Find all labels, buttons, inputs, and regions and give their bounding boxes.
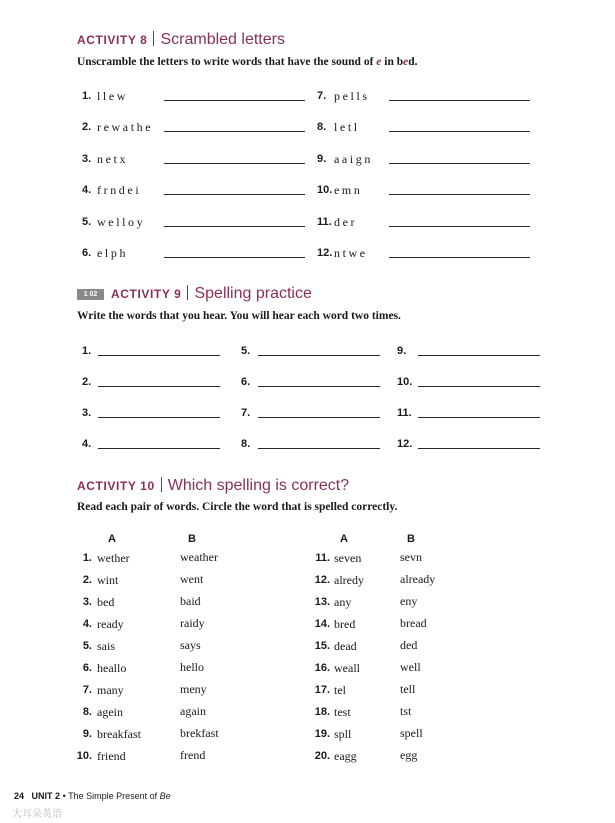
answer-line[interactable] (164, 194, 305, 195)
column-b-header: B (407, 533, 415, 545)
audio-track-badge: 1 02 (77, 289, 104, 300)
item-number: 1. (82, 90, 92, 102)
item-number: 11. (317, 216, 332, 228)
item-number: 4. (82, 184, 92, 196)
answer-line[interactable] (389, 100, 530, 101)
unit-label: UNIT 2 (31, 791, 61, 801)
pair-number: 7. (82, 684, 92, 696)
spelling-option-b[interactable]: raidy (180, 616, 205, 630)
scrambled-word: rewathe (97, 120, 154, 134)
spelling-option-a[interactable]: bred (334, 617, 356, 631)
pair-number: 6. (82, 662, 92, 674)
spelling-option-b[interactable]: already (400, 572, 436, 586)
activity-9-label: ACTIVITY 9 (111, 287, 182, 301)
spelling-option-a[interactable]: ready (97, 617, 124, 631)
spelling-option-b[interactable]: well (400, 660, 421, 674)
pair-number: 4. (82, 618, 92, 630)
activity-8-instruction (77, 56, 418, 68)
page-footer (14, 791, 171, 801)
footer-bullet: • (62, 791, 66, 801)
item-number: 2. (82, 376, 92, 388)
pair-number: 8. (82, 706, 92, 718)
item-number: 2. (82, 121, 92, 133)
pair-number: 18. (314, 706, 330, 718)
spelling-option-b[interactable]: ded (400, 638, 418, 652)
answer-line[interactable] (98, 417, 220, 418)
activity-8-title: Scrambled letters (160, 31, 285, 48)
pair-number: 10. (76, 750, 92, 762)
pair-number: 14. (314, 618, 330, 630)
spelling-option-a[interactable]: friend (97, 749, 126, 763)
answer-line[interactable] (98, 448, 220, 449)
answer-line[interactable] (389, 226, 530, 227)
answer-line[interactable] (389, 163, 530, 164)
heading-divider (153, 31, 154, 46)
activity-10-instruction: Read each pair of words. Circle the word that is spelled correctly. (77, 501, 398, 513)
spelling-option-a[interactable]: bed (97, 595, 115, 609)
heading-divider (187, 285, 188, 300)
spelling-option-a[interactable]: sais (97, 639, 115, 653)
scrambled-word: netx (97, 152, 129, 166)
activity-9-heading (111, 285, 312, 303)
watermark: 大耳朵英语 (12, 809, 62, 820)
item-number: 4. (82, 438, 92, 450)
spelling-option-b[interactable]: baid (180, 594, 201, 608)
spelling-option-b[interactable]: tst (400, 704, 412, 718)
answer-line[interactable] (98, 386, 220, 387)
spelling-option-b[interactable]: eny (400, 594, 418, 608)
activity-10-heading (77, 477, 349, 495)
answer-line[interactable] (389, 257, 530, 258)
spelling-option-a[interactable]: weall (334, 661, 360, 675)
spelling-option-b[interactable]: again (180, 704, 206, 718)
instruction-highlight-letter: e (403, 56, 409, 68)
activity-9-instruction: Write the words that you hear. You will hear each word two times. (77, 310, 401, 322)
spelling-option-b[interactable]: says (180, 638, 201, 652)
spelling-option-b[interactable]: weather (180, 550, 218, 564)
item-number: 8. (241, 438, 251, 450)
pair-number: 19. (314, 728, 330, 740)
answer-line[interactable] (164, 257, 305, 258)
item-number: 1. (82, 345, 92, 357)
scrambled-word: pells (334, 89, 370, 103)
spelling-option-b[interactable]: meny (180, 682, 207, 696)
answer-line[interactable] (418, 448, 540, 449)
pair-number: 13. (314, 596, 330, 608)
answer-line[interactable] (164, 100, 305, 101)
spelling-option-b[interactable]: frend (180, 748, 206, 762)
instruction-text: d. (408, 56, 418, 68)
answer-line[interactable] (418, 417, 540, 418)
scrambled-word: llew (97, 89, 129, 103)
activity-8-heading (77, 31, 285, 49)
pair-number: 1. (82, 552, 92, 564)
answer-line[interactable] (389, 131, 530, 132)
spelling-option-a[interactable]: wint (97, 573, 119, 587)
pair-number: 17. (314, 684, 330, 696)
scrambled-word: emn (334, 183, 363, 197)
unit-title: The Simple Present of (68, 791, 160, 801)
answer-line[interactable] (164, 131, 305, 132)
spelling-option-a[interactable]: agein (97, 705, 123, 719)
instruction-highlight-letter: e (376, 56, 382, 68)
unit-title-emphasis: Be (159, 791, 171, 801)
spelling-option-b[interactable]: hello (180, 660, 204, 674)
item-number: 11. (397, 407, 412, 419)
page-number: 24 (14, 791, 25, 801)
pair-number: 16. (314, 662, 330, 674)
answer-line[interactable] (164, 226, 305, 227)
pair-number: 9. (82, 728, 92, 740)
pair-number: 11. (315, 552, 330, 564)
scrambled-word: der (334, 215, 358, 229)
item-number: 9. (317, 153, 327, 165)
item-number: 7. (241, 407, 251, 419)
spelling-option-b[interactable]: egg (400, 748, 418, 762)
spelling-option-a[interactable]: alredy (334, 573, 364, 587)
heading-divider (161, 477, 162, 492)
pair-number: 2. (82, 574, 92, 586)
item-number: 3. (82, 153, 92, 165)
item-number: 5. (241, 345, 251, 357)
answer-line[interactable] (389, 194, 530, 195)
spelling-option-a[interactable]: eagg (334, 749, 357, 763)
scrambled-word: letl (334, 120, 360, 134)
spelling-option-b[interactable]: went (180, 572, 204, 586)
scrambled-word: frndei (97, 183, 142, 197)
item-number: 10. (397, 376, 413, 388)
activity-10-label: ACTIVITY 10 (77, 479, 155, 493)
item-number: 5. (82, 216, 92, 228)
item-number: 10. (317, 184, 333, 196)
item-number: 12. (397, 438, 413, 450)
item-number: 12. (317, 247, 333, 259)
item-number: 3. (82, 407, 92, 419)
pair-number: 12. (314, 574, 330, 586)
spelling-option-a[interactable]: many (97, 683, 124, 697)
activity-9-title: Spelling practice (194, 285, 312, 302)
column-a-header: A (108, 533, 116, 545)
column-b-header: B (188, 533, 196, 545)
item-number: 7. (317, 90, 327, 102)
scrambled-word: elph (97, 246, 129, 260)
answer-line[interactable] (418, 355, 540, 356)
answer-line[interactable] (98, 355, 220, 356)
spelling-option-a[interactable]: wether (97, 551, 130, 565)
instruction-text: in b (381, 56, 404, 68)
spelling-option-a[interactable]: heallo (97, 661, 127, 675)
spelling-option-a[interactable]: seven (334, 551, 362, 565)
answer-line[interactable] (258, 386, 380, 387)
activity-8-label: ACTIVITY 8 (77, 33, 148, 47)
spelling-option-b[interactable]: tell (400, 682, 416, 696)
spelling-option-b[interactable]: sevn (400, 550, 422, 564)
answer-line[interactable] (258, 355, 380, 356)
pair-number: 15. (314, 640, 330, 652)
spelling-option-a[interactable]: breakfast (97, 727, 141, 741)
item-number: 8. (317, 121, 327, 133)
spelling-option-b[interactable]: bread (400, 616, 427, 630)
spelling-option-a[interactable]: spll (334, 727, 352, 741)
pair-number: 3. (82, 596, 92, 608)
scrambled-word: ntwe (334, 246, 368, 260)
item-number: 6. (82, 247, 92, 259)
spelling-option-a[interactable]: dead (334, 639, 357, 653)
spelling-option-a[interactable]: any (334, 595, 352, 609)
scrambled-word: aaign (334, 152, 373, 166)
answer-line[interactable] (258, 417, 380, 418)
column-a-header: A (340, 533, 348, 545)
item-number: 6. (241, 376, 251, 388)
answer-line[interactable] (418, 386, 540, 387)
spelling-option-a[interactable]: test (334, 705, 351, 719)
pair-number: 5. (82, 640, 92, 652)
scrambled-word: welloy (97, 215, 146, 229)
pair-number: 20. (314, 750, 330, 762)
spelling-option-b[interactable]: brekfast (180, 726, 219, 740)
spelling-option-b[interactable]: spell (400, 726, 423, 740)
answer-line[interactable] (258, 448, 380, 449)
instruction-text: Unscramble the letters to write words that have the sound of (77, 56, 377, 68)
spelling-option-a[interactable]: tel (334, 683, 346, 697)
activity-10-title: Which spelling is correct? (167, 477, 350, 494)
answer-line[interactable] (164, 163, 305, 164)
item-number: 9. (397, 345, 407, 357)
